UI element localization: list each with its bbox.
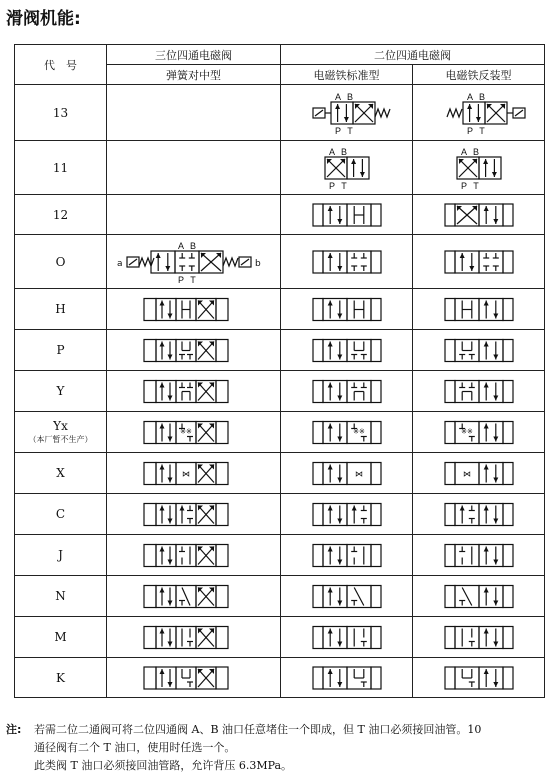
row-code <box>15 453 107 494</box>
valve-symbol <box>109 659 279 697</box>
valve-symbol <box>109 495 279 534</box>
valve-symbol <box>109 618 279 657</box>
symbol-cell-three <box>107 576 281 617</box>
svg-text:P: P <box>466 125 473 136</box>
svg-text:A: A <box>460 146 467 157</box>
svg-text:⋈: ⋈ <box>181 469 190 478</box>
symbol-cell-rev <box>413 494 545 535</box>
note-line-1: 若需二位二通阀可将二位四通阀 A、B 油口任意堵住一个即成，但 T 油口必须接回油管。10 <box>34 723 482 736</box>
valve-symbol <box>415 196 543 234</box>
table-row <box>15 235 545 289</box>
symbol-cell-std <box>281 494 413 535</box>
symbol-cell-rev <box>413 535 545 576</box>
code-label: H <box>55 302 66 316</box>
table-row <box>15 371 545 412</box>
valve-symbol <box>283 236 411 288</box>
symbol-cell-rev <box>413 412 545 453</box>
symbol-cell-three <box>107 494 281 535</box>
svg-text:P: P <box>177 274 184 285</box>
valve-symbol <box>415 290 543 329</box>
code-label: N <box>55 589 66 603</box>
svg-text:T: T <box>478 125 485 136</box>
symbol-cell-three <box>107 412 281 453</box>
table-row <box>15 453 545 494</box>
svg-text:B: B <box>346 91 353 102</box>
svg-text:B: B <box>472 146 479 157</box>
table-row <box>15 330 545 371</box>
valve-symbol <box>415 618 543 657</box>
code-label: 13 <box>52 105 69 120</box>
table-row <box>15 658 545 698</box>
valve-symbol <box>109 236 279 288</box>
valve-symbol <box>109 577 279 616</box>
valve-symbol <box>283 413 411 452</box>
symbol-cell-three <box>107 85 281 141</box>
symbol-cell-std <box>281 617 413 658</box>
page-title: 滑阀机能: <box>6 9 81 29</box>
valve-symbol <box>283 86 411 140</box>
valve-symbol <box>109 290 279 329</box>
svg-text:A: A <box>334 91 341 102</box>
symbol-cell-std <box>281 453 413 494</box>
code-label: M <box>54 630 67 644</box>
valve-symbol <box>415 413 543 452</box>
code-label: C <box>55 507 66 521</box>
svg-text:P: P <box>334 125 341 136</box>
symbol-cell-three <box>107 658 281 698</box>
symbol-cell-rev <box>413 658 545 698</box>
row-code <box>15 617 107 658</box>
valve-symbol <box>109 372 279 411</box>
code-label: 11 <box>52 160 69 175</box>
note-label: 注: <box>6 723 22 736</box>
table-row <box>15 195 545 235</box>
symbol-cell-three <box>107 371 281 412</box>
svg-text:※※: ※※ <box>352 427 365 435</box>
header-two-position: 二位四通电磁阀 <box>281 45 545 65</box>
symbol-cell-rev <box>413 576 545 617</box>
symbol-cell-std <box>281 330 413 371</box>
valve-symbol <box>415 86 543 140</box>
table-row <box>15 535 545 576</box>
row-code <box>15 289 107 330</box>
symbol-cell-rev <box>413 141 545 195</box>
svg-text:P: P <box>460 180 467 191</box>
valve-symbol <box>415 536 543 575</box>
svg-text:A: A <box>328 146 335 157</box>
symbol-cell-three <box>107 141 281 195</box>
valve-symbol <box>283 290 411 329</box>
header-spring-center: 弹簧对中型 <box>107 65 281 85</box>
code-label: Yx <box>53 419 68 433</box>
symbol-cell-rev <box>413 453 545 494</box>
symbol-cell-three <box>107 453 281 494</box>
code-label: O <box>55 254 66 269</box>
symbol-cell-three <box>107 535 281 576</box>
svg-text:T: T <box>340 180 347 191</box>
symbol-cell-std <box>281 85 413 141</box>
code-label: 12 <box>52 207 69 222</box>
valve-symbol <box>283 454 411 493</box>
svg-text:B: B <box>189 240 196 251</box>
code-label: P <box>56 343 65 357</box>
symbol-cell-rev <box>413 330 545 371</box>
valve-symbol <box>415 236 543 288</box>
symbol-cell-rev <box>413 235 545 289</box>
table-row <box>15 617 545 658</box>
code-label: Y <box>56 384 65 398</box>
valve-symbol <box>283 331 411 370</box>
valve-symbol <box>415 659 543 697</box>
valve-symbol <box>109 454 279 493</box>
valve-symbol <box>415 372 543 411</box>
header-reversed: 电磁铁反装型 <box>413 65 545 85</box>
symbol-cell-std <box>281 195 413 235</box>
table-row <box>15 141 545 195</box>
symbol-cell-std <box>281 289 413 330</box>
valve-symbol <box>109 331 279 370</box>
valve-symbol <box>415 331 543 370</box>
table-row <box>15 494 545 535</box>
code-label: J <box>58 548 63 562</box>
row-code <box>15 371 107 412</box>
svg-text:A: A <box>177 240 184 251</box>
row-code <box>15 85 107 141</box>
table-row <box>15 85 545 141</box>
svg-text:※※: ※※ <box>460 427 473 435</box>
symbol-cell-rev <box>413 617 545 658</box>
row-code <box>15 195 107 235</box>
svg-text:a: a <box>116 258 123 269</box>
valve-symbol <box>415 495 543 534</box>
svg-text:T: T <box>189 274 196 285</box>
valve-symbol <box>415 454 543 493</box>
header-code: 代 号 <box>15 45 107 85</box>
symbol-cell-three <box>107 195 281 235</box>
row-code <box>15 535 107 576</box>
svg-text:⋈: ⋈ <box>354 469 363 478</box>
svg-text:b: b <box>254 258 261 269</box>
valve-symbol <box>283 372 411 411</box>
symbol-cell-std <box>281 141 413 195</box>
svg-text:T: T <box>346 125 353 136</box>
symbol-cell-std <box>281 235 413 289</box>
valve-symbol <box>109 536 279 575</box>
code-label: K <box>56 670 65 685</box>
row-code <box>15 235 107 289</box>
table-row <box>15 576 545 617</box>
valve-symbol <box>283 495 411 534</box>
svg-text:P: P <box>328 180 335 191</box>
valve-symbol <box>415 142 543 194</box>
svg-text:B: B <box>340 146 347 157</box>
svg-text:T: T <box>472 180 479 191</box>
symbol-cell-three <box>107 289 281 330</box>
symbol-cell-three <box>107 617 281 658</box>
table-row <box>15 289 545 330</box>
symbol-cell-std <box>281 535 413 576</box>
row-code <box>15 576 107 617</box>
row-code <box>15 412 107 453</box>
row-code <box>15 330 107 371</box>
valve-symbol <box>283 142 411 194</box>
row-code <box>15 141 107 195</box>
symbol-cell-three <box>107 235 281 289</box>
valve-symbol <box>283 577 411 616</box>
symbol-cell-rev <box>413 195 545 235</box>
row-code <box>15 658 107 698</box>
symbol-cell-rev <box>413 289 545 330</box>
svg-text:⋈: ⋈ <box>462 469 471 478</box>
symbol-cell-std <box>281 658 413 698</box>
valve-symbol <box>283 536 411 575</box>
symbol-cell-rev <box>413 371 545 412</box>
valve-symbol <box>283 196 411 234</box>
code-note: （本厂暂不生产） <box>28 435 93 444</box>
note-line-2: 通径阀有二个 T 油口，使用时任选一个。 <box>34 741 236 754</box>
symbol-cell-std <box>281 371 413 412</box>
symbol-cell-three <box>107 330 281 371</box>
svg-text:B: B <box>478 91 485 102</box>
spool-function-table <box>14 44 545 698</box>
row-code <box>15 494 107 535</box>
valve-symbol <box>283 618 411 657</box>
valve-symbol <box>109 413 279 452</box>
valve-symbol <box>283 659 411 697</box>
svg-text:※※: ※※ <box>179 427 192 435</box>
header-standard: 电磁铁标准型 <box>281 65 413 85</box>
note-line-3: 此类阀 T 油口必须接回油管路，允许背压 6.3MPa。 <box>34 759 293 772</box>
symbol-cell-std <box>281 576 413 617</box>
code-label: X <box>56 466 65 480</box>
header-three-position: 三位四通电磁阀 <box>107 45 281 65</box>
symbol-cell-rev <box>413 85 545 141</box>
valve-symbol <box>415 577 543 616</box>
symbol-cell-std <box>281 412 413 453</box>
svg-text:A: A <box>466 91 473 102</box>
table-row <box>15 412 545 453</box>
